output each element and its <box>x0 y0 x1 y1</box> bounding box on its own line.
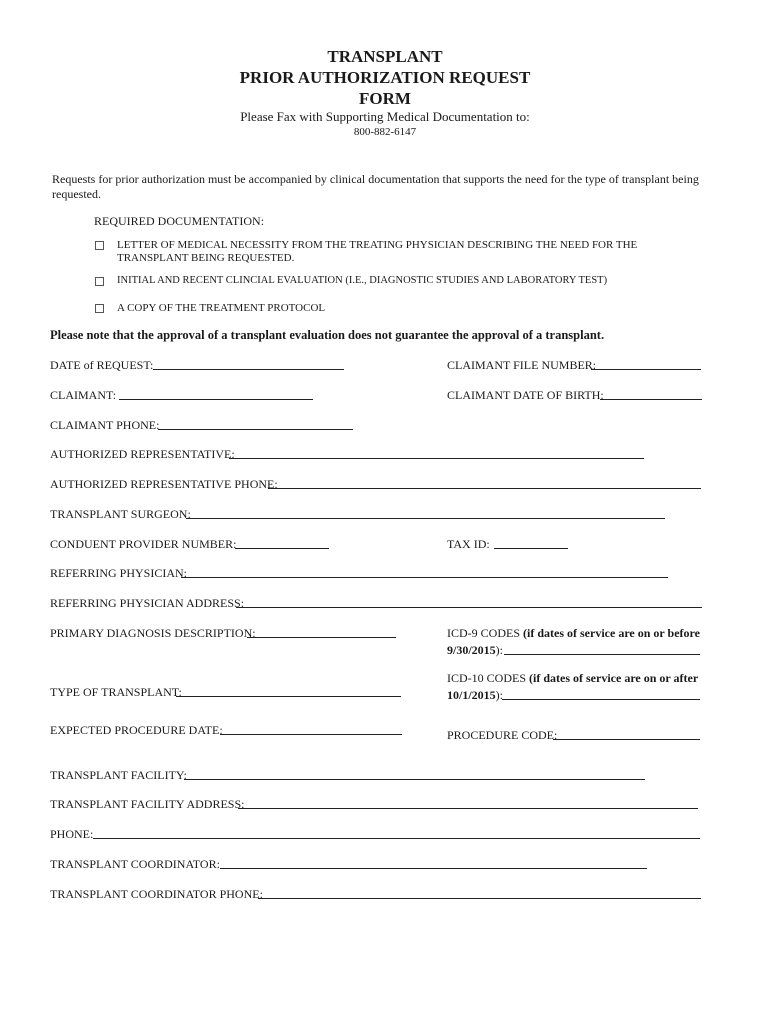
expected-procedure-date-label: EXPECTED PROCEDURE DATE: <box>50 723 223 737</box>
claimant-phone-field[interactable] <box>158 429 353 430</box>
doc-checkbox-2[interactable] <box>95 277 104 286</box>
type-of-transplant-label: TYPE OF TRANSPLANT: <box>50 685 182 699</box>
primary-diagnosis-field[interactable] <box>247 637 396 638</box>
transplant-coordinator-field[interactable] <box>220 868 647 869</box>
transplant-facility-field[interactable] <box>184 779 645 780</box>
icd10-field[interactable] <box>502 699 700 700</box>
type-of-transplant-field[interactable] <box>176 696 401 697</box>
doc-item-3: A COPY OF THE TREATMENT PROTOCOL <box>117 302 326 314</box>
transplant-surgeon-label: TRANSPLANT SURGEON: <box>50 507 191 521</box>
claimant-phone-label: CLAIMANT PHONE: <box>50 418 160 432</box>
icd9-prefix: ICD-9 CODES <box>447 626 524 640</box>
authorized-rep-phone-field[interactable] <box>268 488 701 489</box>
transplant-surgeon-field[interactable] <box>186 518 665 519</box>
procedure-code-label: PROCEDURE CODE: <box>447 728 558 742</box>
icd10-prefix: ICD-10 CODES <box>447 671 530 685</box>
referring-physician-address-field[interactable] <box>236 607 702 608</box>
approval-notice: Please note that the approval of a transplant evaluation does not guarantee the approval of a transplant. <box>50 328 605 342</box>
doc-item-1-line-2: TRANSPLANT BEING REQUESTED. <box>117 252 295 264</box>
icd10-date: 10/1/2015 <box>447 688 496 702</box>
phone-field[interactable] <box>93 838 700 839</box>
form-title-line-2: PRIOR AUTHORIZATION REQUEST <box>239 68 531 87</box>
icd10-close: ): <box>495 688 504 702</box>
tax-id-field[interactable] <box>494 548 568 549</box>
fax-instruction: Please Fax with Supporting Medical Documentation to: <box>240 109 530 124</box>
doc-item-2: INITIAL AND RECENT CLINCIAL EVALUATION (I.E., DIAGNOSTIC STUDIES AND LABORATORY TEST) <box>117 275 608 286</box>
referring-physician-label: REFERRING PHYSICIAN: <box>50 566 188 580</box>
fax-number: 800-882-6147 <box>353 126 417 138</box>
transplant-coordinator-phone-label: TRANSPLANT COORDINATOR PHONE: <box>50 887 263 901</box>
icd9-label-line-2 <box>447 643 503 658</box>
claimant-dob-label: CLAIMANT DATE OF BIRTH: <box>447 388 604 402</box>
authorized-rep-label: AUTHORIZED REPRESENTATIVE: <box>50 447 235 461</box>
icd9-field[interactable] <box>504 654 700 655</box>
icd10-label-line-2 <box>447 688 503 703</box>
icd10-label <box>447 671 698 686</box>
claimant-label: CLAIMANT: <box>50 388 117 402</box>
expected-procedure-date-field[interactable] <box>220 734 402 735</box>
conduent-provider-number-field[interactable] <box>235 548 329 549</box>
referring-physician-address-label: REFERRING PHYSICIAN ADDRESS: <box>50 596 245 610</box>
form-title-line-1: TRANSPLANT <box>327 47 443 66</box>
transplant-facility-address-field[interactable] <box>238 808 698 809</box>
transplant-facility-address-label: TRANSPLANT FACILITY ADDRESS: <box>50 797 245 811</box>
required-docs-heading: REQUIRED DOCUMENTATION: <box>94 214 265 228</box>
doc-checkbox-1[interactable] <box>95 241 104 250</box>
icd9-label <box>447 626 700 641</box>
doc-checkbox-3[interactable] <box>95 304 104 313</box>
primary-diagnosis-label: PRIMARY DIAGNOSIS DESCRIPTION: <box>50 626 256 640</box>
referring-physician-field[interactable] <box>181 577 668 578</box>
icd9-close: ): <box>495 643 504 657</box>
transplant-facility-label: TRANSPLANT FACILITY: <box>50 768 187 782</box>
conduent-provider-number-label: CONDUENT PROVIDER NUMBER: <box>50 537 237 551</box>
phone-label: PHONE: <box>50 827 94 841</box>
transplant-coordinator-phone-field[interactable] <box>258 898 701 899</box>
icd9-date: 9/30/2015 <box>447 643 496 657</box>
authorized-rep-field[interactable] <box>229 458 644 459</box>
claimant-field[interactable] <box>119 399 313 400</box>
tax-id-label: TAX ID: <box>447 537 490 551</box>
procedure-code-field[interactable] <box>553 739 700 740</box>
icd9-condition: (if dates of service are on or before <box>523 626 700 640</box>
doc-item-1-line-1: LETTER OF MEDICAL NECESSITY FROM THE TREATING PHYSICIAN DESCRIBING THE NEED FOR THE <box>117 239 638 251</box>
intro-paragraph: Requests for prior authorization must be accompanied by clinical documentation that supports the need for the type of transplant being requested. <box>52 172 699 201</box>
date-of-request-label: DATE of REQUEST: <box>50 358 154 372</box>
date-of-request-field[interactable] <box>153 369 344 370</box>
claimant-file-number-field[interactable] <box>591 369 701 370</box>
claimant-dob-field[interactable] <box>600 399 702 400</box>
claimant-file-number-label: CLAIMANT FILE NUMBER: <box>447 358 597 372</box>
icd10-condition: (if dates of service are on or after <box>529 671 699 685</box>
form-title-line-3: FORM <box>359 89 411 108</box>
authorized-rep-phone-label: AUTHORIZED REPRESENTATIVE PHONE: <box>50 477 278 491</box>
transplant-coordinator-label: TRANSPLANT COORDINATOR: <box>50 857 220 871</box>
